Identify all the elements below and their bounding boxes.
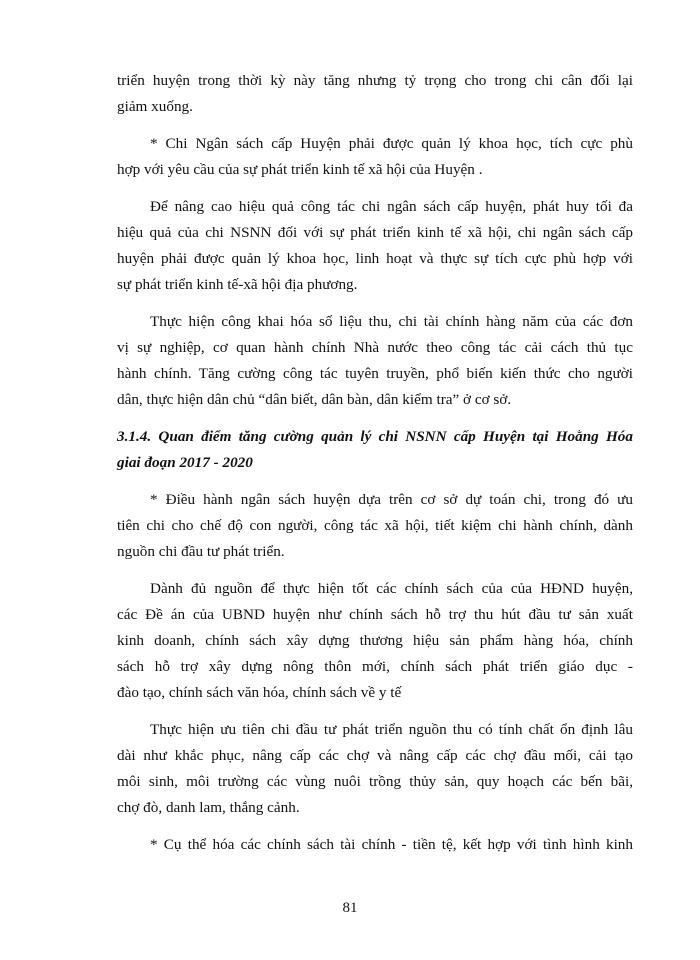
text-line: triển huyện trong thời kỳ này tăng nhưng tỷ trọng cho trong chi cân đối lại bbox=[117, 72, 633, 89]
text-line: tiên chi cho chế độ con người, công tác xã hội, tiết kiệm chi hành chính, dành bbox=[117, 517, 633, 534]
text-line: sách hỗ trợ xây dựng nông thôn mới, chính sách phát triển giáo dục - bbox=[117, 658, 633, 675]
paragraph-continuation bbox=[117, 68, 633, 120]
text-line: hợp với yêu cầu của sự phát triển kinh tế xã hội của Huyện . bbox=[117, 161, 483, 178]
text-line: vị sự nghiệp, cơ quan hành chính Nhà nước theo công tác cải cách thủ tục bbox=[117, 339, 633, 356]
text-line: các Đề án của UBND huyện như chính sách hỗ trợ thu hút đầu tư sản xuất bbox=[117, 606, 633, 623]
paragraph-investment-priority bbox=[117, 717, 633, 821]
text-line: * Cụ thể hóa các chính sách tài chính - tiền tệ, kết hợp với tình hình kinh bbox=[150, 836, 633, 853]
text-line: Để nâng cao hiệu quả công tác chi ngân sách cấp huyện, phát huy tối đa bbox=[150, 198, 633, 215]
text-line: chợ đò, danh lam, thắng cảnh. bbox=[117, 799, 300, 816]
text-line: hiệu quả của chi NSNN đối với sự phát triển kinh tế xã hội, chi ngân sách cấp bbox=[117, 224, 633, 241]
heading-line: giai đoạn 2017 - 2020 bbox=[117, 454, 253, 471]
page-number: 81 bbox=[342, 900, 358, 916]
text-line: giảm xuống. bbox=[117, 98, 193, 115]
paragraph-budget-management bbox=[117, 131, 633, 183]
text-line: kinh doanh, chính sách xây dựng thương hiệu sản phẩm hàng hóa, chính bbox=[117, 632, 633, 649]
text-line: hành chính. Tăng cường công tác tuyên truyền, phổ biến kiến thức cho người bbox=[117, 365, 633, 382]
paragraph-transparency bbox=[117, 309, 633, 413]
paragraph-policies bbox=[117, 576, 633, 706]
text-line: huyện phải được quản lý khoa học, linh hoạt và thực sự tích cực phù hợp với bbox=[117, 250, 633, 267]
paragraph-efficiency bbox=[117, 194, 633, 298]
page-body bbox=[117, 68, 633, 869]
text-line: Thực hiện công khai hóa số liệu thu, chi tài chính hàng năm của các đơn bbox=[150, 313, 633, 330]
text-line: đào tạo, chính sách văn hóa, chính sách về y tế bbox=[117, 684, 402, 701]
paragraph-budget-operation bbox=[117, 487, 633, 565]
text-line: Dành đủ nguồn để thực hiện tốt các chính sách của của HĐND huyện, bbox=[150, 580, 633, 597]
text-line: môi sinh, môi trường các vùng nuôi trồng thủy sản, quy hoạch các bến bãi, bbox=[117, 773, 633, 790]
text-line: nguồn chi đầu tư phát triển. bbox=[117, 543, 285, 560]
text-line: * Chi Ngân sách cấp Huyện phải được quản lý khoa học, tích cực phù bbox=[150, 135, 633, 152]
heading-line: 3.1.4. Quan điểm tăng cường quản lý chi NSNN cấp Huyện tại Hoằng Hóa bbox=[117, 428, 633, 445]
paragraph-monetary-policy bbox=[117, 832, 633, 858]
text-line: dài như khắc phục, nâng cấp các chợ và nâng cấp các chợ đầu mối, cải tạo bbox=[117, 747, 633, 764]
text-line: sự phát triển kinh tế-xã hội địa phương. bbox=[117, 276, 358, 293]
text-line: * Điều hành ngân sách huyện dựa trên cơ sở dự toán chi, trong đó ưu bbox=[150, 491, 633, 508]
text-line: dân, thực hiện dân chủ “dân biết, dân bàn, dân kiểm tra” ở cơ sở. bbox=[117, 391, 512, 408]
text-line: Thực hiện ưu tiên chi đầu tư phát triển nguồn thu có tính chất ổn định lâu bbox=[150, 721, 633, 738]
section-heading bbox=[117, 424, 633, 476]
